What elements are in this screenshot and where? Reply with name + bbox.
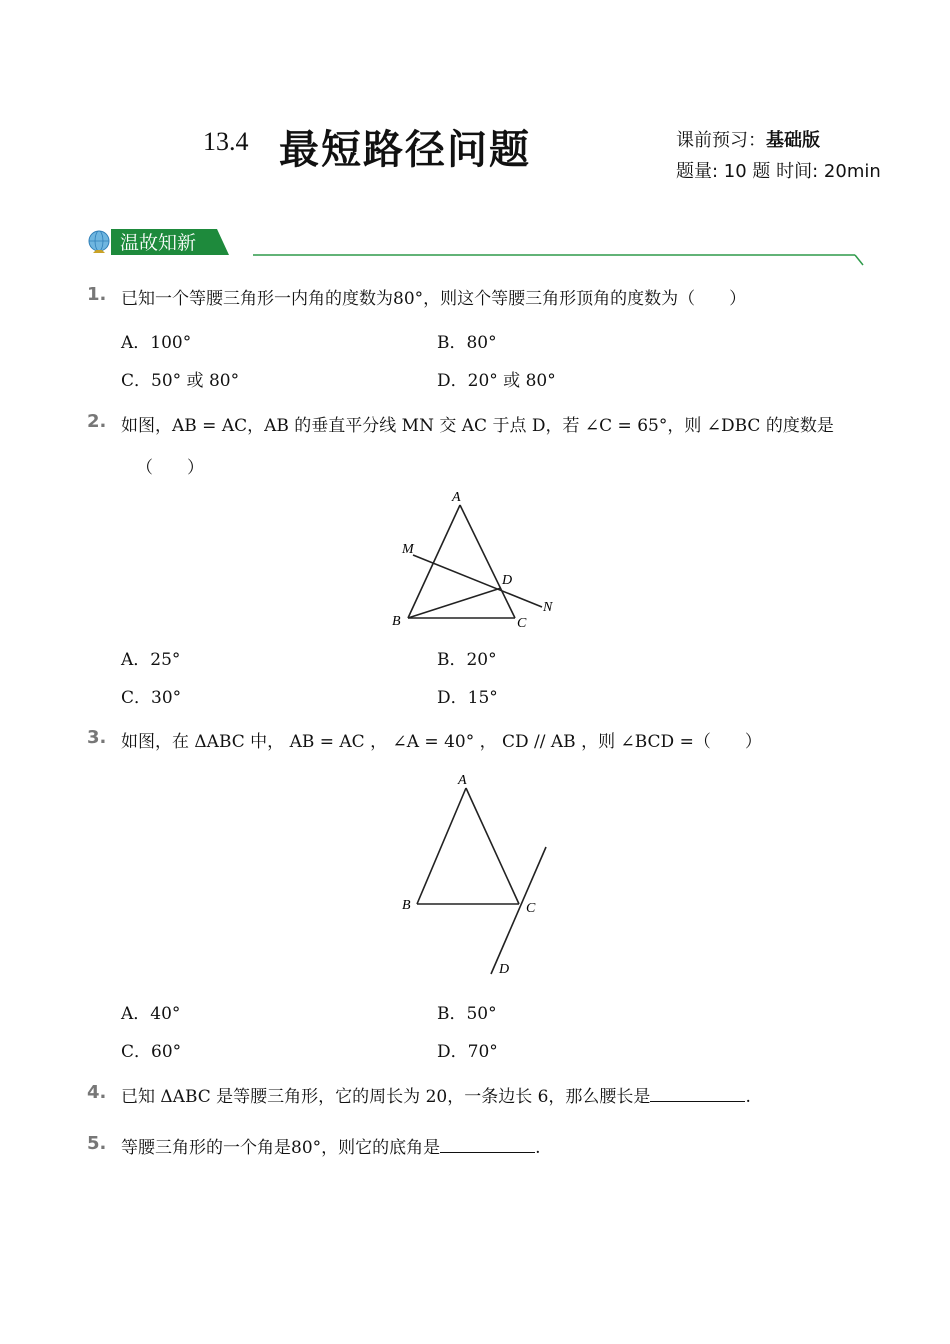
option-a[interactable]: A．25°: [121, 650, 181, 670]
question-text-after: .: [745, 1087, 751, 1107]
meta-quantity-time: 题量: 10 题 时间: 20min: [676, 161, 881, 182]
question-text-before: 已知 ΔABC 是等腰三角形，它的周长为 20，一条边长 6，那么腰长是: [121, 1087, 651, 1107]
point-label-n: N: [543, 600, 553, 615]
option-b[interactable]: B．50°: [437, 1004, 497, 1024]
triangle-figure-q3: [395, 768, 565, 983]
question-text: [121, 1082, 751, 1107]
question-number: 5.: [87, 1133, 107, 1154]
question-text: 如图，AB = AC，AB 的垂直平分线 MN 交 AC 于点 D，若 ∠C = 65°，则 ∠DBC 的度数是: [121, 416, 834, 436]
option-d[interactable]: D．70°: [437, 1042, 498, 1062]
page-title: 最短路径问题: [279, 127, 531, 173]
option-a[interactable]: A．100°: [121, 333, 192, 353]
question-number: 3.: [87, 727, 107, 748]
question-number: 1.: [87, 284, 107, 305]
answer-blank[interactable]: [440, 1138, 535, 1153]
triangle-figure-q2: [380, 485, 570, 635]
globe-icon: [89, 231, 109, 253]
question-text-after: .: [535, 1138, 541, 1158]
point-label-m: M: [402, 542, 414, 557]
point-label-a: A: [458, 773, 467, 788]
question-text: [121, 1133, 541, 1158]
meta-preview-label: [676, 126, 820, 152]
section-banner: [87, 226, 867, 272]
option-d[interactable]: D．20° 或 80°: [437, 371, 556, 391]
point-label-c: C: [526, 901, 536, 916]
option-b[interactable]: B．80°: [437, 333, 497, 353]
banner-rule-tail: [855, 255, 863, 265]
point-label-a: A: [452, 490, 461, 505]
question-text: 已知一个等腰三角形一内角的度数为80°，则这个等腰三角形顶角的度数为（ ）: [121, 289, 747, 309]
answer-blank[interactable]: [650, 1087, 745, 1102]
option-c[interactable]: C．50° 或 80°: [121, 371, 240, 391]
question-number: 4.: [87, 1082, 107, 1103]
option-c[interactable]: C．30°: [121, 688, 182, 708]
meta-label: 课前预习：: [676, 130, 766, 151]
question-text-before: 等腰三角形的一个角是80°，则它的底角是: [121, 1138, 441, 1158]
banner-label: 温故知新: [120, 232, 197, 254]
point-label-c: C: [517, 616, 527, 631]
question-text: 如图，在 ΔABC 中， AB = AC ， ∠A = 40° ， CD // AB ，则 ∠BCD =（ ）: [121, 732, 762, 752]
option-a[interactable]: A．40°: [121, 1004, 181, 1024]
point-label-b: B: [392, 614, 401, 629]
option-d[interactable]: D．15°: [437, 688, 498, 708]
section-number: 13.4: [203, 127, 249, 156]
point-label-d: D: [502, 573, 513, 588]
meta-level: 基础版: [766, 130, 820, 151]
option-c[interactable]: C．60°: [121, 1042, 182, 1062]
question-number: 2.: [87, 411, 107, 432]
point-label-d: D: [499, 962, 510, 977]
option-b[interactable]: B．20°: [437, 650, 497, 670]
answer-paren: （ ）: [136, 458, 204, 478]
point-label-b: B: [402, 898, 411, 913]
